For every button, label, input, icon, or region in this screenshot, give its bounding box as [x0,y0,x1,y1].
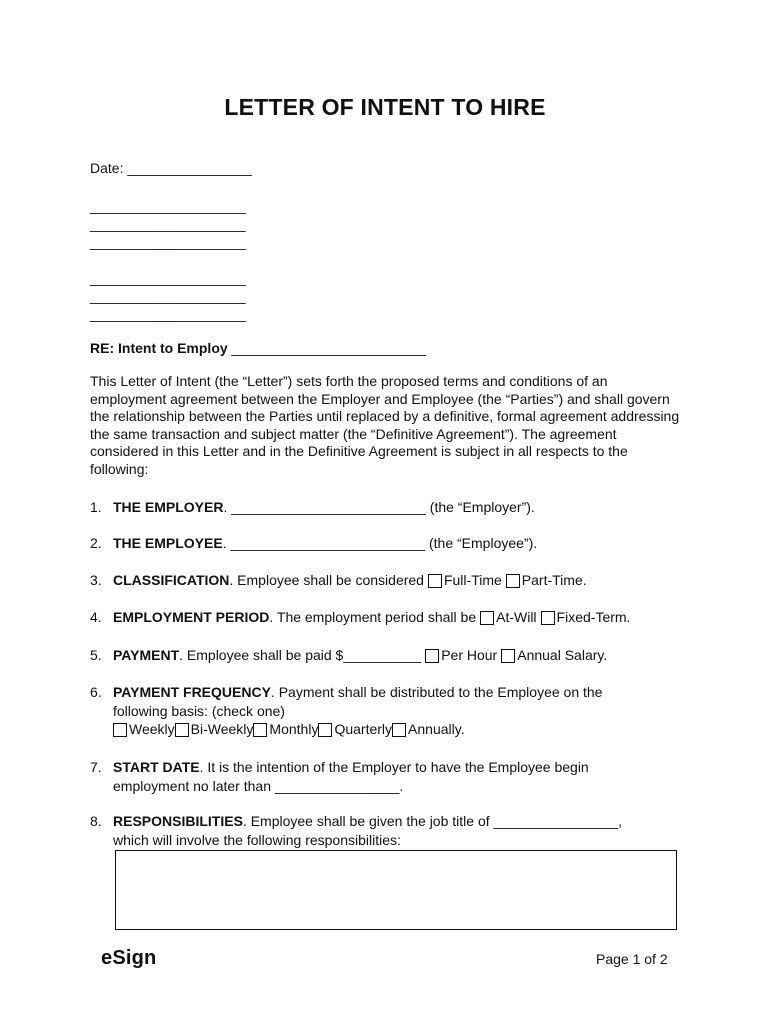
item-heading: EMPLOYMENT PERIOD [113,609,270,625]
option-label: Quarterly [334,721,393,737]
item-text[interactable]: . _________________________ (the “Employee”). [222,535,538,551]
re-line [90,340,426,356]
bi-weekly-checkbox[interactable] [175,723,189,737]
responsibilities-textbox[interactable] [115,850,677,930]
item-responsibilities [90,812,690,849]
item-text-line2: which will involve the following responsibilities: [113,831,401,848]
item-heading: RESPONSIBILITIES [113,813,243,829]
weekly-checkbox[interactable] [113,723,127,737]
annual-salary-checkbox[interactable] [501,649,515,663]
item-number: 7. [90,759,102,775]
intro-paragraph: This Letter of Intent (the “Letter”) sets forth the proposed terms and conditions of an employment agreement between the Employer and Employee (the “Parties”) and shall govern the relationship between the Parties until replaced by a definitive, formal agreement addressing the same transaction and subject matter (the “Definitive Agreement”). The agreement considered in this Letter and in the Definitive Agreement is subject in all respects to the following: [90,373,680,477]
item-heading: START DATE [113,759,200,775]
item-text: . The employment period shall be [269,609,477,625]
quarterly-checkbox[interactable] [318,723,332,737]
part-time-checkbox[interactable] [506,574,520,588]
esign-logo: eSign [101,947,157,969]
item-heading: THE EMPLOYER [113,499,224,515]
item-heading: PAYMENT FREQUENCY [113,684,271,700]
item-number: 3. [90,572,102,588]
option-label: Full-Time [443,572,502,588]
at-will-checkbox[interactable] [480,611,494,625]
item-employer [90,498,690,517]
item-text-line2: following basis: (check one) [113,702,285,719]
address-line[interactable]: ____________________ [90,306,246,322]
item-payment-frequency [90,683,690,739]
item-employment-period [90,608,690,627]
option-label: At-Will [496,609,537,625]
monthly-checkbox[interactable] [253,723,267,737]
annually-checkbox[interactable] [392,723,406,737]
item-classification [90,571,690,590]
item-number: 8. [90,813,102,829]
item-text-line2[interactable]: employment no later than ________________. [113,777,404,794]
item-number: 6. [90,684,102,700]
item-text: . It is the intention of the Employer to have the Employee begin [199,759,589,775]
address-line[interactable]: ____________________ [90,216,246,232]
item-number: 5. [90,647,102,663]
item-heading: CLASSIFICATION [113,572,230,588]
option-label: Per Hour [441,647,498,663]
item-text[interactable]: . Employee shall be paid $__________ [179,647,422,663]
option-label: Fixed-Term. [556,609,631,625]
address-line[interactable]: ____________________ [90,234,246,250]
fixed-term-checkbox[interactable] [541,611,555,625]
item-heading: THE EMPLOYEE [113,535,223,551]
address-line[interactable]: ____________________ [90,270,246,286]
option-label: Annual Salary. [517,647,608,663]
address-line[interactable]: ____________________ [90,288,246,304]
option-label: Annually. [408,721,465,737]
item-text[interactable]: . Employee shall be given the job title of ________________, [242,813,622,829]
item-payment [90,646,690,665]
option-label: Weekly [129,721,175,737]
item-text: . Employee shall be considered [229,572,424,588]
option-label: Part-Time. [521,572,587,588]
item-number: 1. [90,499,102,515]
item-number: 4. [90,609,102,625]
date-line[interactable]: Date: ________________ [90,160,252,176]
item-heading: PAYMENT [113,647,180,663]
item-start-date [90,758,690,795]
re-label: RE: Intent to Employ [90,340,228,356]
item-text: . Payment shall be distributed to the Employee on the [270,684,603,700]
option-label: Bi-Weekly [190,721,254,737]
full-time-checkbox[interactable] [428,574,442,588]
item-number: 2. [90,535,102,551]
item-employee [90,534,690,553]
document-title: LETTER OF INTENT TO HIRE [224,94,546,120]
item-text[interactable]: . _________________________ (the “Employer”). [223,499,535,515]
re-blank[interactable]: _________________________ [227,340,427,356]
option-label: Monthly [269,721,319,737]
address-line[interactable]: ____________________ [90,198,246,214]
page-number: Page 1 of 2 [596,951,668,967]
per-hour-checkbox[interactable] [425,649,439,663]
